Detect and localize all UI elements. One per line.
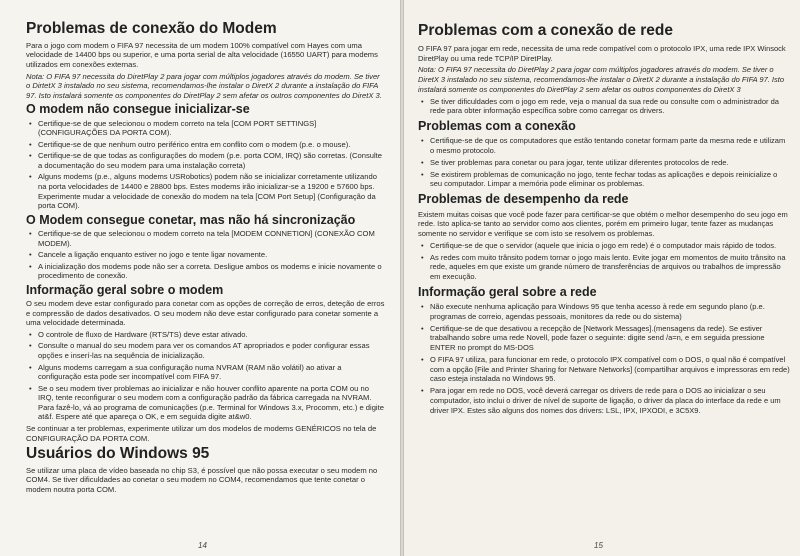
list-item: • Certifique-se de que o servidor (aquele que inicia o jogo em rede) é o computador mais rápido de todos. (430, 241, 790, 251)
list-item: • Alguns modems (p.e., alguns modems USRobotics) podem não se inicializar corretamente utilizando na porta velocidades de 14400 e 28800 bps. Estes modems irão inicializar-se a 19200 e 57600 bps. Experimente mudar a velocidade de conexão do modem na tela [COM Port Setup] (Configuração da porta COM). (38, 172, 386, 210)
list-item: • Certifique-se de que nenhum outro periférico entra em conflito com o modem (p.e. o mouse). (38, 140, 386, 150)
list-item: • Alguns modems carregam a sua configuração numa NVRAM (RAM não volátil) ao ativar a configuração esta pode ser incompatível com FIFA 97. (38, 363, 386, 382)
network-intro: O FIFA 97 para jogar em rede, necessita de uma rede compatível com o protocolo IPX, uma rede IPX Winsock DiretPlay ou uma rede TCP/IP DiretPlay. (418, 43, 786, 63)
section-modem-sync-list (26, 229, 386, 281)
section-connection-list (418, 136, 790, 189)
list-item: • Certifique-se de que selecionou o modem correto na tela [MODEM CONNETION] (CONEXÃO COM MODEM). (38, 229, 386, 248)
page-number-left: 14 (198, 541, 207, 550)
page-number-right: 15 (594, 541, 603, 550)
section-performance-intro: Existem muitas coisas que você pode fazer para certificar-se que obtém o melhor desempenho do seu jogo em rede. Isto aplica-se tanto ao servidor como aos clientes, porém em primeiro lugar, tente fazer as mudanças somente no servidor e verifique se com isto se resolvem os problemas. (418, 209, 788, 239)
right-page-title: Problemas com a conexão de rede (418, 22, 673, 39)
list-item: • Certifique-se de que selecionou o modem correto na tela [COM PORT SETTINGS] (CONFIGURAÇÕES DA PORTA COM). (38, 119, 386, 138)
section-performance-list (418, 241, 790, 282)
list-item: • O controle de fluxo de Hardware (RTS/TS) deve estar ativado. (38, 330, 386, 340)
list-item: • A inicialização dos modems pode não ser a correta. Desligue ambos os modems e inicie novamente o procedimento de conexão. (38, 262, 386, 281)
list-item: • Certifique-se de que todas as configurações do modem (p.e. porta COM, IRQ) são corretas. (Consulte a documentação do seu modem para uma instalação correta) (38, 151, 386, 170)
list-item: • Consulte o manual do seu modem para ver os comandos AT apropriados e poder configurar essas opções e inserí-las na sequência de inicialização. (38, 341, 386, 360)
list-item: • Se existirem problemas de comunicação no jogo, tente fechar todas as aplicações e depois reinicialize o seu computador. Limpar a memória pode eliminar os problemas. (430, 170, 790, 190)
section-network-general-list (418, 302, 790, 415)
list-item: • As redes com muito trânsito podem tornar o jogo mais lento. Evite jogar em momentos de muito trânsito na rede, aqueles em que existe um grande número de transferências de arquivos ou trabalhos de impressão em execução. (430, 253, 790, 282)
section-performance-title: Problemas de desempenho da rede (418, 192, 629, 207)
list-item: • Cancele a ligação enquanto estiver no jogo e tente ligar novamente. (38, 250, 386, 260)
list-item: • Não execute nenhuma aplicação para Windows 95 que tenha acesso à rede em segundo plano (p.e. programas de correio, agendas pessoais, monitores da rede ou do sistema) (430, 302, 790, 322)
section-modem-general-title: Informação geral sobre o modem (26, 282, 224, 297)
section-modem-init-list (26, 119, 386, 211)
left-page-title: Problemas de conexão do Modem (26, 20, 277, 37)
list-item: • Certifique-se de que os computadores que estão tentando conetar formam parte da mesma rede e utilizam o mesmo protocolo. (430, 136, 790, 156)
right-page (404, 0, 800, 556)
section-modem-sync-title: O Modem consegue conetar, mas não há sincronização (26, 212, 356, 227)
section-modem-general-list (26, 330, 386, 422)
section-modem-general-outro: Se continuar a ter problemas, experimente utilizar um dos modelos de modems GENÉRICOS no tela de CONFIGURAÇÃO DA PORTA COM. (26, 423, 377, 443)
list-item: • Se tiver problemas para conetar ou para jogar, tente utilizar diferentes protocolos de rede. (430, 158, 790, 168)
network-note: Nota: O FIFA 97 necessita do DiretPlay 2 para jogar com múltiplos jogadores através do modem. Se tiver o DiretX 3 instalado no seu sistema, recomendamos-lhe instalar o DiretX 2 durante a instalação do FIFA 97. Isto instalará somente os componentes do DiretPlay 2 sem afetar os outros componentes do DiretX 3 (418, 65, 785, 94)
section-connection-title: Problemas com a conexão (418, 119, 576, 134)
list-item: • Se o seu modem tiver problemas ao inicializar e não houver conflito aparente na porta COM ou no IRQ, tente reconfigurar o seu modem com a configuração padrão da fábrica carregada na NVRAM. Para fazê-lo, vá ao programa de comunicações (p.e. Terminal for Windows 3.x, Procomm, etc.) e digite at&f. Espere até que apareça o OK, e em seguida digite at&w0. (38, 384, 386, 422)
list-item: • Se tiver dificuldades com o jogo em rede, veja o manual da sua rede ou consulte com o administrador da rede para obter informação específica sobre como carregar os drivers. (430, 97, 790, 117)
section-modem-init-title: O modem não consegue inicializar-se (26, 102, 250, 117)
list-item: • O FIFA 97 utiliza, para funcionar em rede, o protocolo IPX compatível com o DOS, o qual não é compatível com a opção [File and Printer Sharing for Netware Networks] (compartilhar arquivos e impressoras em rede) caso esteja instalada no Windows 95. (430, 355, 790, 384)
section-windows95-text: Se utilizar uma placa de vídeo baseada no chip S3, é possível que não possa executar o seu modem no COM4. Se tiver dificuldades ao conetar o seu modem no COM4, recomendamos que tente conetar o modem noutra porta COM. (26, 465, 378, 494)
list-item: • Certifique-se de que desativou a recepção de [Network Messages].(mensagens da rede). Se estiver trabalhando sobre uma rede Novell, pode fazer o seguinte: digite send /a=n, e em seguida pressione ENTER no prompt do MS-DOS (430, 324, 790, 353)
list-item: • Para jogar em rede no DOS, você deverá carregar os drivers de rede para o DOS ao inicializar o seu computador, isto inclui o driver de nível de suporte de ligação, o driver da placa do interface da rede e um driver IPX. Estes são alguns dos nomes dos drivers: LSL, IPX, IPXODI, e 3C5X9. (430, 386, 790, 415)
modem-note: Nota: O FIFA 97 necessita do DiretPlay 2 para jogar com múltiplos jogadores através do modem. Se tiver o DirtetX 3 instalado no seu sistema, recomendamos-lhe instalar o DiretX 2 durante a instalação do FIFA 97. Isto instalará somente os componentes do DiretPlay 2 sem afetar os outros componentes do DiretX 3. (26, 71, 382, 100)
section-modem-general-intro: O seu modem deve estar configurado para conetar com as opções de correção de erros, deteção de erros e compressão de dados desativados. O seu modem não deve estar configurado para conetar somente a uma velocidade determinada. (26, 299, 385, 328)
network-intro-list (418, 97, 790, 117)
section-windows95-title: Usuários do Windows 95 (26, 445, 210, 463)
section-network-general-title: Informação geral sobre a rede (418, 284, 597, 299)
modem-intro: Para o jogo com modem o FIFA 97 necessita de um modem 100% compatível com Hayes com uma velocidade de 14400 bps ou superior, e uma porta serial de alta velocidade (16550 UART) para modems utilizados em conexões externas. (26, 40, 378, 69)
